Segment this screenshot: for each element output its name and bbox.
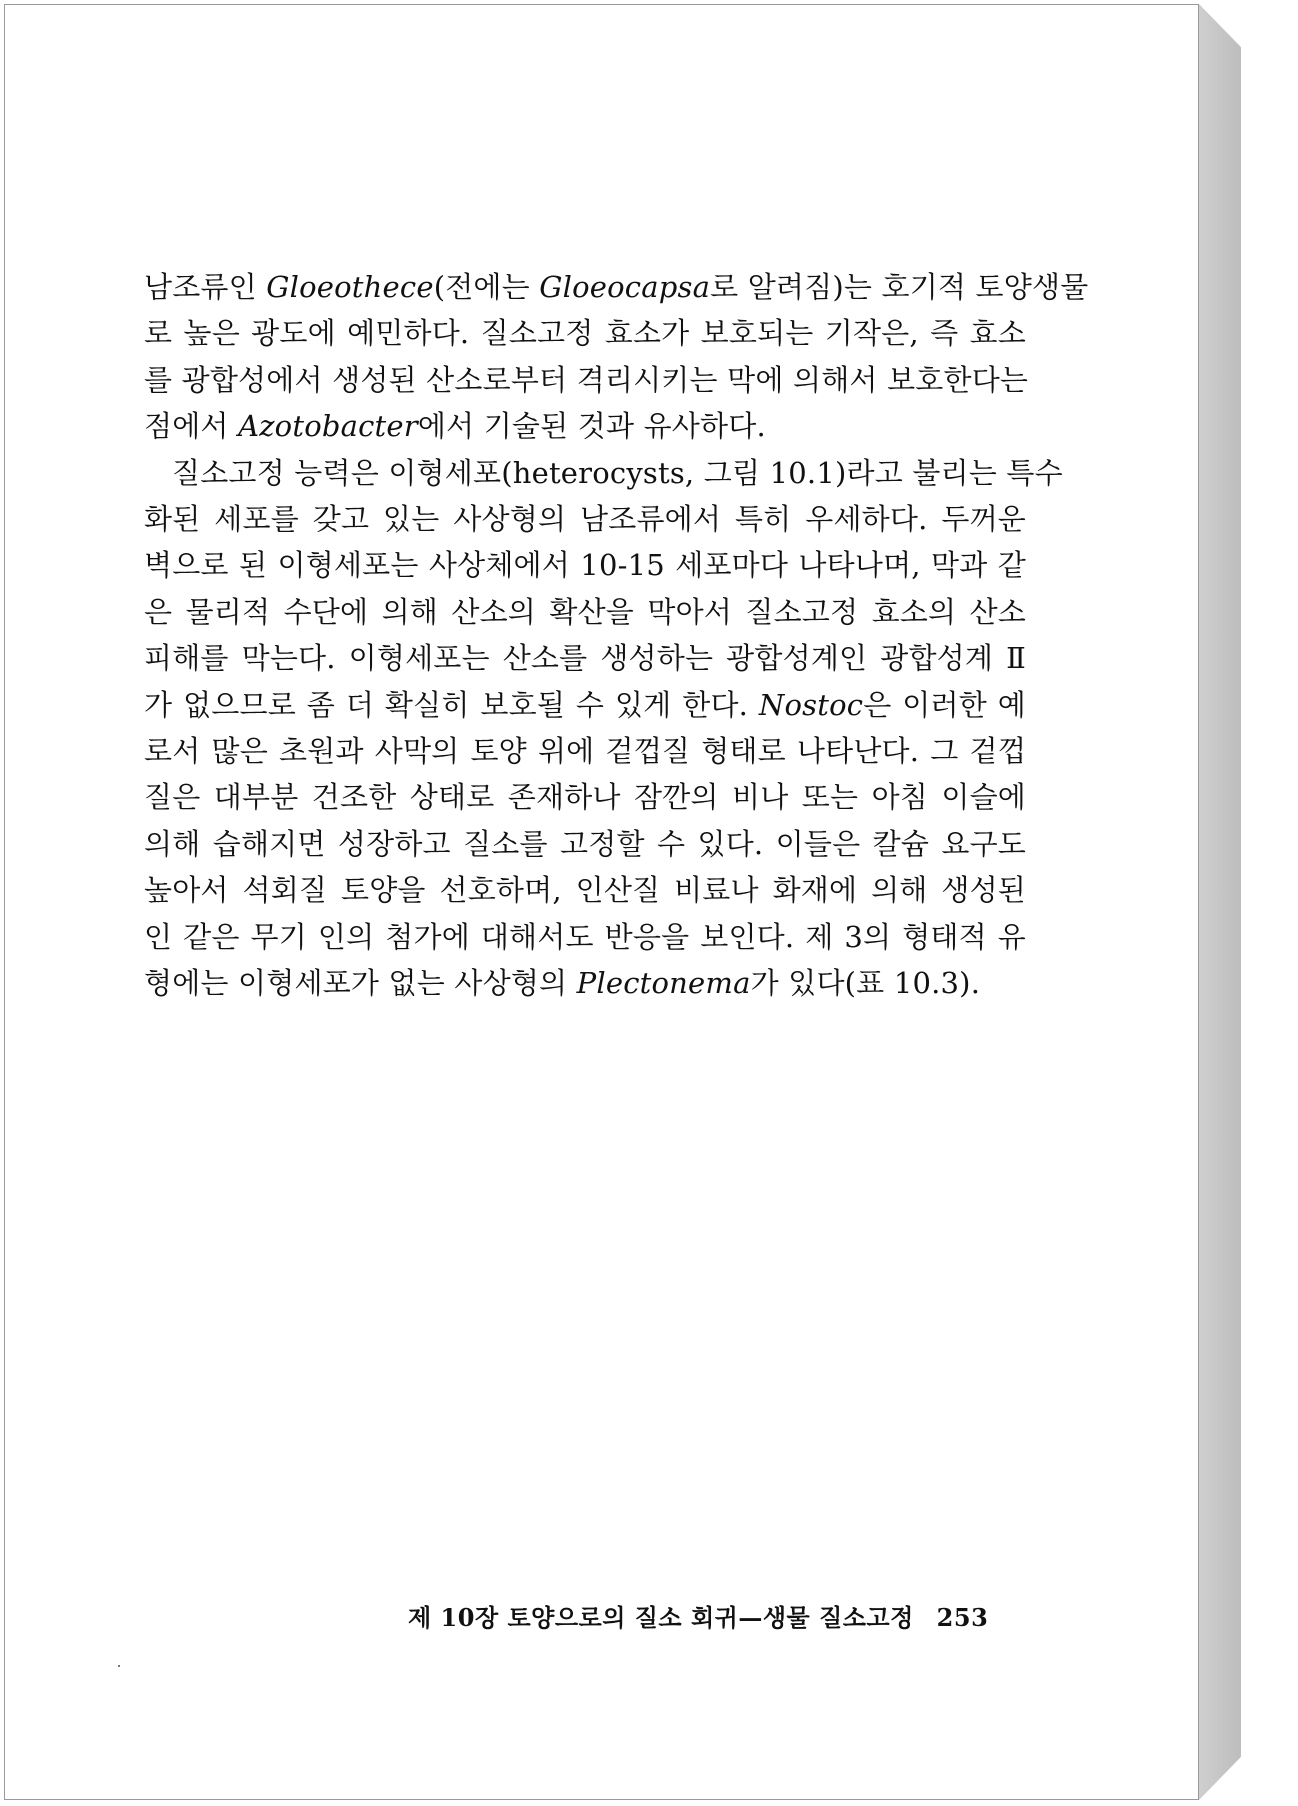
text-line: 벽으로 된 이형세포는 사상체에서 10-15 세포마다 나타나며, 막과 같 [144,548,1026,583]
text-line: 점에서 Azotobacter에서 기술된 것과 유사하다. [144,409,766,444]
paragraph-2 [144,450,1063,1007]
text-line: 화된 세포를 갖고 있는 사상형의 남조류에서 특히 우세하다. 두꺼운 [144,502,1026,537]
text-line: 은 물리적 수단에 의해 산소의 확산을 막아서 질소고정 효소의 산소 [144,594,1026,629]
text-line: 질은 대부분 건조한 상태로 존재하나 잠깐의 비나 또는 아침 이슬에 [144,780,1026,815]
text-line: 피해를 막는다. 이형세포는 산소를 생성하는 광합성계인 광합성계 Ⅱ [144,641,1026,676]
text-line: 형에는 이형세포가 없는 사상형의 Plectonema가 있다(표 10.3). [144,966,981,1001]
text-line: 의해 습해지면 성장하고 질소를 고정할 수 있다. 이들은 칼슘 요구도 [144,826,1026,861]
page-footer [408,1598,1008,1633]
book-spine [1199,4,1241,1800]
text-line: 높아서 석회질 토양을 선호하며, 인산질 비료나 화재에 의해 생성된 [144,873,1026,908]
scan-speck [118,1665,120,1667]
page-number: 253 [936,1603,989,1632]
text-line: 인 같은 무기 인의 첨가에 대해서도 반응을 보인다. 제 3의 형태적 유 [144,919,1026,954]
text-line: 로서 많은 초원과 사막의 토양 위에 겉껍질 형태로 나타난다. 그 겉껍 [144,734,1026,769]
paragraph-1 [144,264,1089,450]
text-line: 질소고정 능력은 이형세포(heterocysts, 그림 10.1)라고 불리는 특수 [172,455,1063,490]
text-line: 를 광합성에서 생성된 산소로부터 격리시키는 막에 의해서 보호한다는 [144,362,1029,397]
text-line: 로 높은 광도에 예민하다. 질소고정 효소가 보호되는 기작은, 즉 효소 [144,316,1026,351]
body-text [144,264,1089,1007]
text-line: 가 없으므로 좀 더 확실히 보호될 수 있게 한다. Nostoc은 이러한 예 [144,687,1026,722]
running-head: 제 10장 토양으로의 질소 회귀—생물 질소고정 [408,1603,914,1632]
text-line: 남조류인 Gloeothece(전에는 Gloeocapsa로 알려짐)는 호기적 토양생물 [144,270,1089,304]
